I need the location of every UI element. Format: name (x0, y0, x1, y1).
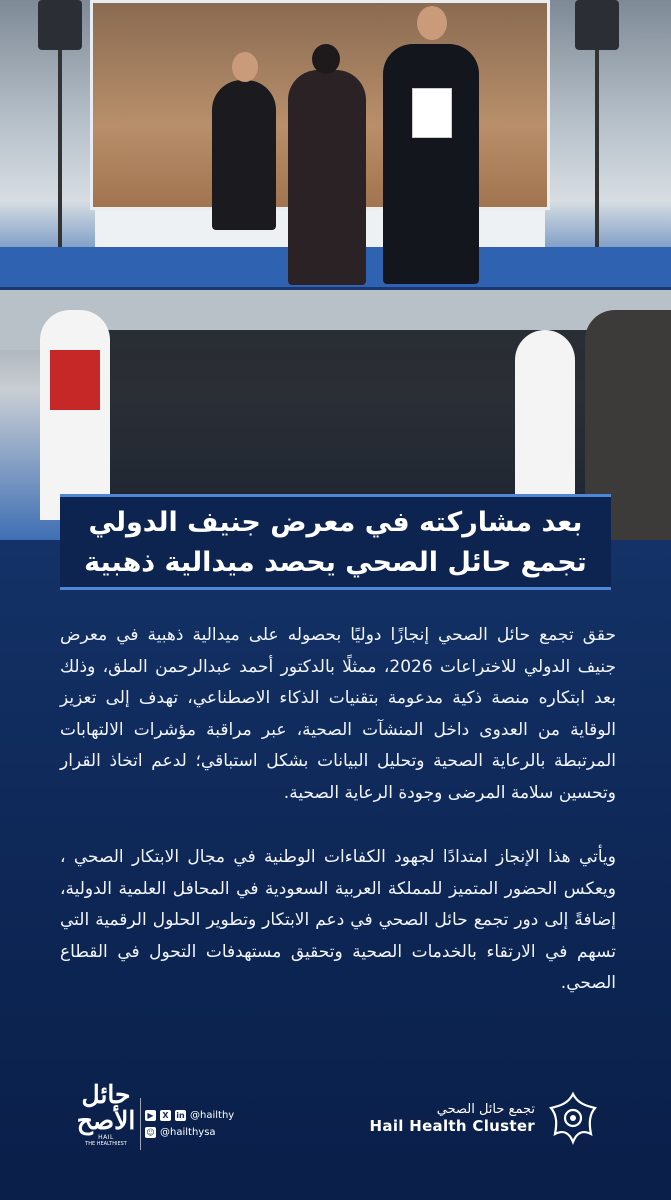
youtube-icon: ▶ (145, 1110, 156, 1121)
social-links (145, 1107, 234, 1141)
speaker-left (38, 0, 82, 50)
headline-ribbon (60, 494, 611, 590)
certificate (412, 88, 452, 138)
article-body (60, 620, 616, 1000)
social-handle-2: @hailthysa (160, 1127, 216, 1138)
social-row-2[interactable] (145, 1124, 234, 1141)
brand-tagline: THE HEALTHIEST (85, 1141, 127, 1147)
snapchat-icon: ☺ (146, 1128, 155, 1137)
social-handle-1: @hailthy (190, 1110, 235, 1121)
brand-logo (75, 1082, 137, 1147)
linkedin-icon: in (176, 1111, 185, 1120)
person-left (212, 80, 276, 230)
paragraph-1: حقق تجمع حائل الصحي إنجازًا دوليًا بحصوله على ميدالية ذهبية في معرض جنيف الدولي للاختراعات 2026، ممثلًا بالدكتور أحمد عبدالرحمن الملق، وذلك بعد ابتكاره منصة ذكية مدعومة بتقنيات الذكاء الاصطناعي، تهدف إلى تعزيز الوقاية من العدوى داخل المنشآت الصحية، عبر مراقبة مؤشرات الالتهابات المرتبطة بالرعاية الصحية وتحليل البيانات بشكل استباقي؛ لدعم اتخاذ القرار وتحسين سلامة المرضى وجودة الرعاية الصحية. (60, 625, 617, 803)
paragraph-2: ويأتي هذا الإنجاز امتدادًا لجهود الكفاءات الوطنية في مجال الابتكار الصحي ، ويعكس الحضور المتميز للمملكة العربية السعودية في المحافل العلمية الدولية، إضافةً إلى دور تجمع حائل الصحي في دعم الابتكار وتطوير الحلول الرقمية التي تسهم في الارتقاء بالخدمات الصحية وتحقيق مستهدفات التحول في القطاع الصحي. (60, 847, 616, 993)
photo-award-ceremony (0, 0, 671, 287)
footer-divider (140, 1098, 141, 1150)
red-vest (50, 350, 100, 410)
cluster-name-ar: تجمع حائل الصحي (436, 1101, 535, 1117)
person-right (383, 44, 479, 284)
brand-name-en: HAIL (98, 1134, 114, 1141)
footer (0, 1070, 671, 1180)
headline-line-1: بعد مشاركته في معرض جنيف الدولي (88, 507, 583, 538)
brand-name-ar: حائل الأصح (76, 1080, 136, 1135)
social-row-1[interactable] (145, 1107, 234, 1124)
star-logo-icon (545, 1090, 601, 1146)
x-icon: X (160, 1110, 171, 1121)
headline-line-2: تجمع حائل الصحي يحصد ميدالية ذهبية (84, 547, 587, 578)
person-center (288, 70, 366, 285)
speaker-right (575, 0, 619, 50)
cluster-logo (370, 1090, 601, 1146)
cluster-name-en: Hail Health Cluster (369, 1116, 535, 1135)
